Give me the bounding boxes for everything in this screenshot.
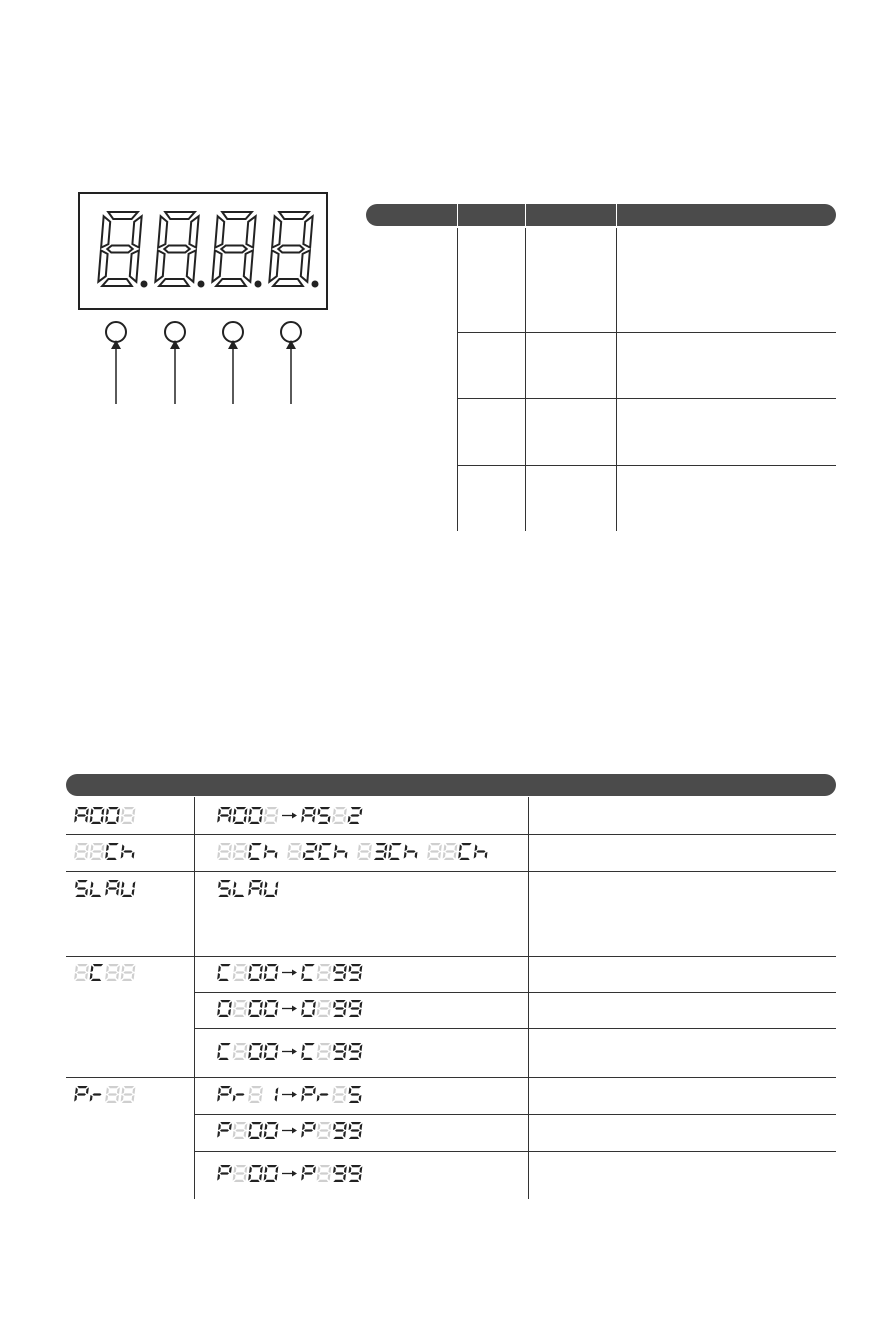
mode-setting-4-1-1-char-1 [217, 964, 231, 981]
mode-display-4-char-3 [105, 964, 120, 981]
mode-setting-5-3-1-char-1 [217, 1165, 232, 1181]
mode-display-5-char-3 [105, 1086, 120, 1103]
mode-setting-4-2-1-char-2 [233, 1000, 248, 1017]
mode-setting-2-1-3-char-1 [357, 843, 372, 860]
mode-setting-4-1-1-char-2 [233, 964, 248, 981]
mode-setting-5-1-1-char-3 [248, 1086, 263, 1103]
mode-setting-4-1-2 [301, 964, 362, 981]
mode-display-5 [74, 1086, 135, 1103]
mode-setting-5-2-1-char-3 [248, 1122, 263, 1139]
mode-setting-4-3-1 [217, 1043, 278, 1060]
mode-setting-5-1-2-char-1 [301, 1086, 316, 1102]
mode-display-2 [74, 843, 134, 860]
mode-setting-4-3-2-char-1 [301, 1043, 315, 1060]
mode-display-5-char-1 [74, 1086, 89, 1102]
mode-display-2-char-3 [105, 843, 119, 860]
mode-setting-5-2-1-char-1 [217, 1122, 232, 1138]
mode-setting-5-3-2-char-4 [349, 1165, 363, 1182]
arrow-right-icon [282, 1092, 297, 1098]
mode-setting-5-1-2-char-3 [332, 1086, 347, 1103]
mode-setting-4-2-1 [217, 1000, 278, 1017]
arrow-right-icon [282, 1049, 297, 1055]
mode-setting-2-1-1-char-2 [233, 843, 248, 860]
arrow-right-icon [282, 970, 297, 976]
mode-setting-5-2-1 [217, 1122, 278, 1139]
mode-display-5-char-4 [121, 1086, 136, 1103]
mode-setting-3-1-1-char-2 [233, 881, 245, 897]
mode-setting-5-2-2-char-3 [333, 1122, 347, 1139]
mode-setting-4-3-2-char-4 [349, 1043, 363, 1060]
mode-setting-3-1-1-char-3 [248, 880, 263, 896]
mode-setting-1-1-2 [301, 807, 362, 824]
mode-setting-2-1-3-char-2 [374, 843, 388, 860]
mode-display-4 [74, 964, 135, 981]
mode-setting-4-2-2-char-2 [317, 1000, 332, 1017]
mode-setting-1-1-1-char-2 [233, 807, 248, 824]
arrow-right-icon [282, 813, 297, 819]
mode-setting-1-1-1 [217, 807, 278, 824]
mode-display-3 [75, 880, 135, 897]
mode-setting-4-3-1-char-1 [217, 1043, 231, 1060]
mode-setting-4-3-2-char-2 [317, 1043, 332, 1060]
mode-display-3-char-1 [75, 880, 88, 897]
mode-setting-2-1-1 [217, 843, 277, 860]
mode-setting-4-1-2-char-2 [317, 964, 332, 981]
mode-setting-5-1-1 [217, 1086, 278, 1103]
mode-setting-5-3-1-char-3 [248, 1165, 263, 1182]
mode-setting-2-1-1-char-3 [248, 843, 262, 860]
mode-setting-3-1-1-char-1 [218, 880, 231, 897]
mode-setting-2-1-2 [287, 843, 347, 860]
mode-setting-3-1-1 [218, 880, 278, 897]
mode-setting-1-1-2-char-4 [348, 807, 363, 824]
mode-setting-1-1-2-char-3 [332, 807, 347, 824]
mode-display-4-char-1 [74, 964, 89, 981]
mode-setting-4-1-1-char-3 [248, 964, 263, 981]
mode-setting-2-1-4-char-4 [474, 844, 488, 858]
mode-setting-4-2-2 [301, 1000, 362, 1017]
mode-setting-5-1-2-char-4 [349, 1086, 362, 1103]
mode-setting-1-1-2-char-2 [318, 807, 331, 824]
mode-setting-2-1-2-char-2 [303, 843, 318, 860]
mode-display-3-char-4 [121, 881, 136, 897]
mode-setting-5-3-2 [301, 1165, 362, 1182]
mode-setting-5-2-2-char-1 [301, 1122, 316, 1138]
mode-setting-4-3-1-char-2 [233, 1043, 248, 1060]
mode-setting-2-1-3-char-4 [404, 844, 418, 858]
mode-setting-4-3-1-char-3 [248, 1043, 263, 1060]
mode-display-3-char-3 [105, 880, 120, 896]
mode-display-2-char-2 [90, 843, 105, 860]
mode-setting-5-1-2-char-2 [317, 1093, 329, 1101]
mode-setting-3-1-1-char-4 [264, 881, 279, 897]
mode-display-3-char-2 [90, 881, 102, 897]
mode-setting-5-3-2-char-3 [333, 1165, 347, 1182]
mode-setting-5-3-2-char-2 [317, 1165, 332, 1182]
mode-setting-1-1-2-char-1 [301, 807, 316, 823]
mode-setting-2-1-2-char-4 [334, 844, 348, 858]
mode-setting-4-1-2-char-4 [349, 964, 363, 981]
mode-display-1-char-2 [90, 807, 105, 824]
mode-setting-1-1-1-char-3 [248, 807, 263, 824]
mode-setting-2-1-3-char-3 [388, 843, 402, 860]
arrow-right-icon [282, 1171, 297, 1177]
mode-setting-2-1-4-char-2 [443, 843, 458, 860]
mode-display-4-char-2 [90, 964, 104, 981]
mode-setting-4-1-1-char-4 [264, 964, 279, 981]
mode-setting-5-3-1-char-2 [233, 1165, 248, 1182]
arrow-right-icon [282, 1006, 297, 1012]
mode-display-1 [74, 807, 135, 824]
mode-setting-4-2-1-char-4 [264, 1000, 279, 1017]
mode-setting-5-1-2 [301, 1086, 361, 1103]
mode-setting-4-2-2-char-1 [301, 1000, 316, 1017]
mode-display-1-char-4 [121, 807, 136, 824]
mode-setting-4-3-1-char-4 [264, 1043, 279, 1060]
mode-setting-2-1-1-char-4 [264, 844, 278, 858]
mode-setting-5-2-2-char-2 [317, 1122, 332, 1139]
mode-setting-2-1-4-char-3 [458, 843, 472, 860]
mode-setting-5-3-1 [217, 1165, 278, 1182]
mode-setting-1-1-1-char-4 [264, 807, 279, 824]
mode-setting-2-1-1-char-1 [217, 843, 232, 860]
mode-setting-5-2-1-char-2 [233, 1122, 248, 1139]
mode-setting-5-3-1-char-4 [264, 1165, 279, 1182]
mode-setting-4-3-2 [301, 1043, 362, 1060]
mode-setting-4-2-1-char-3 [248, 1000, 263, 1017]
mode-display-1-char-1 [74, 807, 89, 823]
mode-setting-5-2-1-char-4 [264, 1122, 279, 1139]
mode-display-2-char-1 [74, 843, 89, 860]
mode-setting-5-2-2-char-4 [349, 1122, 363, 1139]
mode-display-2-char-4 [121, 844, 135, 858]
mode-setting-5-1-1-char-1 [217, 1086, 232, 1102]
mode-display-4-char-4 [121, 964, 136, 981]
mode-setting-2-1-2-char-3 [318, 843, 332, 860]
mode-setting-4-1-2-char-3 [333, 964, 347, 981]
mode-setting-2-1-4-char-1 [427, 843, 442, 860]
mode-setting-4-3-2-char-3 [333, 1043, 347, 1060]
mode-setting-4-1-1 [217, 964, 278, 981]
mode-setting-2-1-4 [427, 843, 487, 860]
mode-setting-5-2-2 [301, 1122, 362, 1139]
mode-setting-4-2-2-char-4 [349, 1000, 363, 1017]
mode-setting-4-2-2-char-3 [333, 1000, 347, 1017]
mode-setting-1-1-1-char-1 [217, 807, 232, 823]
mode-setting-5-1-1-char-2 [233, 1093, 245, 1101]
mode-setting-4-1-2-char-1 [301, 964, 315, 981]
mode-display-5-char-2 [90, 1093, 102, 1101]
mode-setting-5-1-1-char-4 [275, 1087, 279, 1101]
mode-setting-2-1-2-char-1 [287, 843, 302, 860]
mode-display-1-char-3 [105, 807, 120, 824]
mode-setting-4-2-1-char-1 [217, 1000, 232, 1017]
arrow-right-icon [282, 1128, 297, 1134]
mode-setting-5-3-2-char-1 [301, 1165, 316, 1181]
mode-setting-2-1-3 [357, 843, 417, 860]
